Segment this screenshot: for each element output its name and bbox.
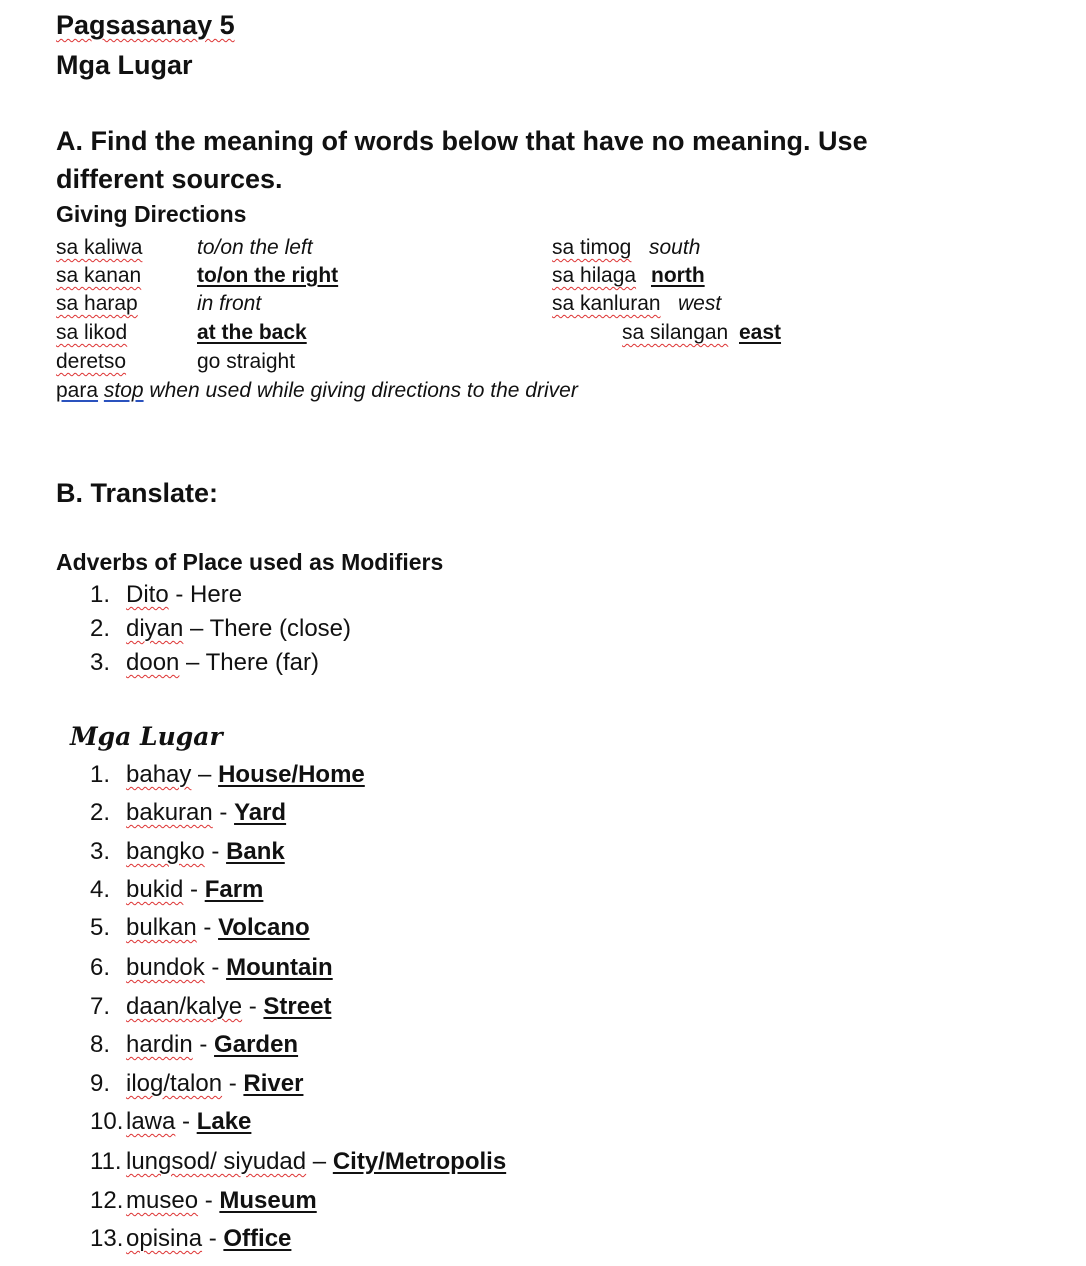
direction-meaning: east: [739, 321, 782, 344]
list-item-number: 4.: [90, 876, 111, 903]
section-a-instruction-line2: different sources.: [56, 164, 283, 194]
list-item-meaning: City/Metropolis: [332, 1148, 507, 1175]
section-a-instruction-line1: A. Find the meaning of words below that have no meaning. Use: [56, 126, 868, 156]
direction-term: sa kaliwa: [56, 236, 143, 259]
list-item: [90, 761, 365, 789]
para-meaning: stop: [103, 379, 144, 402]
list-item-separator: –: [179, 649, 206, 676]
direction-meaning: north: [651, 264, 705, 287]
list-item-number: 3.: [90, 649, 111, 676]
list-item: [90, 1031, 298, 1059]
list-item-meaning: There (close): [209, 615, 351, 642]
list-item-term: bukid: [126, 876, 184, 903]
direction-meaning: in front: [197, 292, 262, 315]
list-item-meaning: Mountain: [226, 954, 333, 981]
direction-term: sa hilaga: [552, 264, 637, 287]
list-item-meaning: House/Home: [218, 761, 365, 788]
list-item-term: doon: [126, 649, 180, 676]
list-item-term: bahay: [126, 761, 192, 788]
list-item-meaning: There (far): [205, 649, 319, 676]
para-line: [56, 379, 578, 403]
list-item-number: 11.: [90, 1148, 122, 1175]
list-item: [90, 1108, 251, 1136]
list-item-term: bakuran: [126, 799, 213, 826]
list-item: [90, 1148, 506, 1176]
direction-term: sa kanan: [56, 264, 142, 287]
list-item-term: lungsod/ siyudad: [126, 1148, 307, 1175]
direction-term: deretso: [56, 350, 127, 373]
direction-meaning: south: [649, 236, 701, 259]
list-item-number: 10.: [90, 1108, 124, 1135]
list-item: [90, 649, 319, 677]
list-item-number: 5.: [90, 914, 111, 941]
worksheet-title: Pagsasanay 5: [56, 10, 235, 40]
list-item-separator: -: [242, 993, 264, 1020]
list-item-meaning: Bank: [226, 838, 285, 865]
list-item-term: Dito: [126, 581, 169, 608]
list-item-separator: –: [191, 761, 219, 788]
direction-term: sa kanluran: [552, 292, 661, 315]
list-item-meaning: Street: [263, 993, 332, 1020]
list-item-meaning: Lake: [196, 1108, 252, 1135]
list-item-separator: -: [175, 1108, 197, 1135]
list-item-meaning: Office: [223, 1225, 292, 1252]
list-item-number: 12.: [90, 1187, 124, 1214]
list-item-meaning: River: [243, 1070, 304, 1097]
para-note: when used while giving directions to the driver: [149, 379, 578, 402]
list-item: [90, 876, 263, 904]
list-item-meaning: Museum: [219, 1187, 317, 1214]
direction-term: sa silangan: [622, 321, 729, 344]
list-item-number: 3.: [90, 838, 111, 865]
list-item: [90, 1225, 291, 1253]
worksheet-subtitle: Mga Lugar: [56, 50, 193, 80]
list-item-separator: –: [183, 615, 210, 642]
list-item-separator: –: [306, 1148, 333, 1175]
list-item-number: 6.: [90, 954, 111, 981]
list-item: [90, 799, 286, 827]
direction-term: sa harap: [56, 292, 138, 315]
list-item-separator: -: [204, 838, 227, 865]
list-item-term: daan/kalye: [126, 993, 243, 1020]
list-item: [90, 993, 331, 1021]
giving-directions-heading: Giving Directions: [56, 201, 247, 227]
list-item-separator: -: [222, 1070, 244, 1097]
list-item-separator: -: [212, 799, 235, 826]
list-item-meaning: Yard: [234, 799, 287, 826]
list-item-separator: -: [204, 954, 227, 981]
list-item: [90, 1187, 317, 1215]
list-item-number: 13.: [90, 1225, 124, 1252]
list-item-term: bangko: [126, 838, 205, 865]
list-item-separator: -: [198, 1187, 220, 1214]
list-item-term: hardin: [126, 1031, 193, 1058]
direction-meaning: at the back: [197, 321, 307, 344]
para-term: para: [56, 379, 99, 402]
list-item-number: 9.: [90, 1070, 111, 1097]
list-item-term: bulkan: [126, 914, 197, 941]
list-item-term: bundok: [126, 954, 205, 981]
direction-meaning: go straight: [197, 350, 296, 373]
list-item-separator: -: [192, 1031, 215, 1058]
list-item-separator: -: [196, 914, 219, 941]
list-item-meaning: Garden: [214, 1031, 299, 1058]
list-item: [90, 838, 285, 866]
list-item-number: 2.: [90, 799, 111, 826]
list-item-number: 1.: [90, 761, 111, 788]
list-item-term: museo: [126, 1187, 199, 1214]
list-item-number: 2.: [90, 615, 111, 642]
direction-term: sa timog: [552, 236, 632, 259]
list-item: [90, 581, 242, 609]
direction-meaning: to/on the right: [197, 264, 339, 287]
adverbs-heading: Adverbs of Place used as Modifiers: [56, 549, 444, 575]
list-item: [90, 954, 333, 982]
list-item-term: opisina: [126, 1225, 203, 1252]
list-item-separator: -: [183, 876, 205, 903]
list-item-meaning: Here: [190, 581, 243, 608]
list-item-number: 1.: [90, 581, 111, 608]
direction-meaning: west: [678, 292, 722, 315]
direction-term: sa likod: [56, 321, 128, 344]
list-item-meaning: Farm: [204, 876, 264, 903]
direction-meaning: to/on the left: [197, 236, 313, 259]
section-b-heading: B. Translate:: [56, 478, 219, 508]
list-item-term: diyan: [126, 615, 184, 642]
list-item: [90, 615, 351, 643]
list-item-separator: -: [202, 1225, 224, 1252]
places-heading: Mga Lugar: [70, 722, 223, 751]
list-item-meaning: Volcano: [218, 914, 310, 941]
list-item-term: ilog/talon: [126, 1070, 223, 1097]
list-item-number: 7.: [90, 993, 111, 1020]
list-item-separator: -: [168, 581, 191, 608]
list-item-number: 8.: [90, 1031, 111, 1058]
list-item-term: lawa: [126, 1108, 176, 1135]
list-item: [90, 914, 310, 942]
list-item: [90, 1070, 303, 1098]
